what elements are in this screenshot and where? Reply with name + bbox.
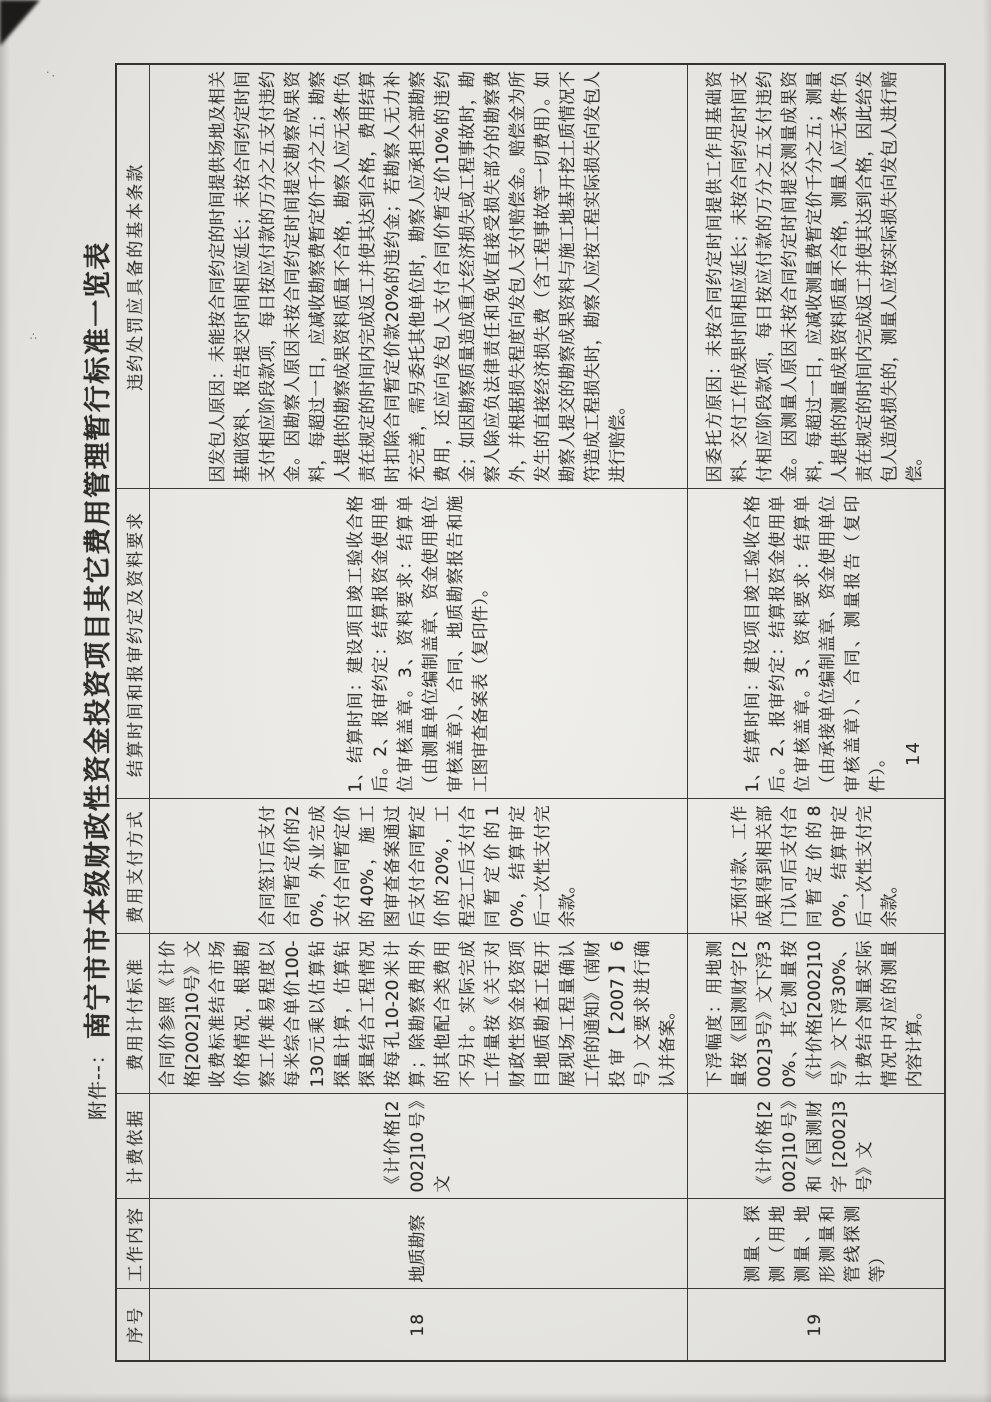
cell-billing-basis: 《计价格[2002]10号》和《国测财字[2002]3号》文 xyxy=(688,1094,945,1199)
header-row xyxy=(116,64,150,1361)
scan-speckle: ∴ xyxy=(30,330,39,343)
cell-seq: 18 xyxy=(150,1289,688,1361)
cell-seq: 19 xyxy=(688,1289,945,1361)
column-header-fee-standard: 费用计付标准 xyxy=(116,934,150,1094)
column-header-penalty: 违约处罚应具备的基本条款 xyxy=(116,64,150,489)
cell-billing-basis: 《计价格[2002]10号》文 xyxy=(150,1094,688,1199)
page-number: 14 xyxy=(903,741,924,766)
standards-table xyxy=(115,63,946,1362)
column-header-payment-method: 费用支付方式 xyxy=(116,799,150,934)
cell-work-content: 地质勘察 xyxy=(150,1199,688,1289)
column-header-seq: 序号 xyxy=(116,1289,150,1361)
cell-work-content: 测量、探测（用地测量、地形测量和管线探测等） xyxy=(688,1199,945,1289)
table-row xyxy=(150,64,688,1361)
cell-payment-method: 合同签订后支付合同暂定价的20%，外业完成支付合同暂定价的40%，施工图审查备案通过后支付合同暂定价的20%，工程完工后支付合同暂定价的10%，结算审定后一次性支付完余款。 xyxy=(150,799,688,934)
column-header-work-content: 工作内容 xyxy=(116,1199,150,1289)
cell-settlement: 1、结算时间：建设项目竣工验收合格后。2、报审约定：结算报资金使用单位审核盖章。3、资料要求：结算单（由测量单位编制盖章、资金使用单位审核盖章）、合同、地质勘察报告和施工图审查备案表（复印件）。 xyxy=(150,489,688,799)
cell-fee-standard: 合同价参照《计价格[2002]10号》文收费标准结合市场价格情况，根据勘察工作难易程度以每米综合单价100-130元乘以估算钻探量计算，估算钻探量结合工程情况按每孔10-20米计算；除勘察费用外的其他配合类费用不另计。实际完成工作量按《关于对财政性资金投资项目地质勘查工程开展现场工程量确认工作的通知》（南财投审【2007】6号）文要求进行确认并备案。 xyxy=(150,934,688,1094)
attachment-label: 附件--： xyxy=(87,1044,109,1120)
cell-fee-standard: 下浮幅度：用地测量按《国测财字[2002]3号》文下浮30%、其它测量按《计价格[2002]10号》文下浮30%、计费结合测量实际情况中对应的测量内容计算。 xyxy=(688,934,945,1094)
cell-penalty: 因委托方原因：未按合同约定时间提供工作用基础资料、交付工作成果时间相应延长；未按合同约定时间支付相应阶段款项，每日按应付款的万分之五支付违约金。因测量人原因未按合同约定时间提交测量成果资料，每超过一日，应减收测量费暂定价千分之五；测量人提供的测量成果资料质量不合格，测量人应无条件负责在规定的时间内完成返工并使其达到合格，因此给发包人造成损失的，测量人应按实际损失向发包人进行赔偿。 xyxy=(688,64,945,489)
cell-payment-method: 无预付款、工作成果得到相关部门认可后支付合同暂定价的80%，结算审定后一次性支付完余款。 xyxy=(688,799,945,934)
page-title: 南宁市市本级财政性资金投资项目其它费用管理暂行标准一览表 xyxy=(83,241,114,1040)
cell-penalty: 因发包人原因：未能按合同约定的时间提供场地及相关基础资料、报告提交时间相应延长；未按合同约定时间支付相应阶段款项，每日按应付款的万分之五支付违约金。因勘察人原因未按合同约定时间提交勘察成果资料，每超过一日，应减收勘察费暂定价千分之五；勘察人提供的勘察成果资料质量不合格，勘察人应无条件负责在规定的时间内完成返工并使其达到合格，费用结算时扣除合同暂定价款20%的违约金；若勘察人无力补充完善，需另委托其他单位时，勘察人应承担全部勘察费用，还应向发包人支付合同价暂定价10%的违约金；如因勘察质量造成重大经济损失或工程事故时，勘察人除应负法律责任和免收直接受损失部分的勘察费外，并根据损失程度向发包人支付赔偿金。赔偿金为所发生的直接经济损失费（含工程事故等一切费用）。如勘察人提交的勘察成果资料与施工地基开挖土质情况不符造成工程损失时，勘察人应按工程实际损失向发包人进行赔偿。 xyxy=(150,64,688,489)
scan-speckle: ·． xyxy=(46,66,65,79)
column-header-billing-basis: 计费依据 xyxy=(116,1094,150,1199)
column-header-settlement: 结算时间和报审约定及资料要求 xyxy=(116,489,150,799)
cell-settlement: 1、结算时间：建设项目竣工验收合格后。2、报审约定：结算报资金使用单位审核盖章。3、资料要求：结算单（由承接单位编制盖章、资金使用单位审核盖章）、合同、测量报告（复印件）。 xyxy=(688,489,945,799)
document-title-row xyxy=(76,241,115,1120)
